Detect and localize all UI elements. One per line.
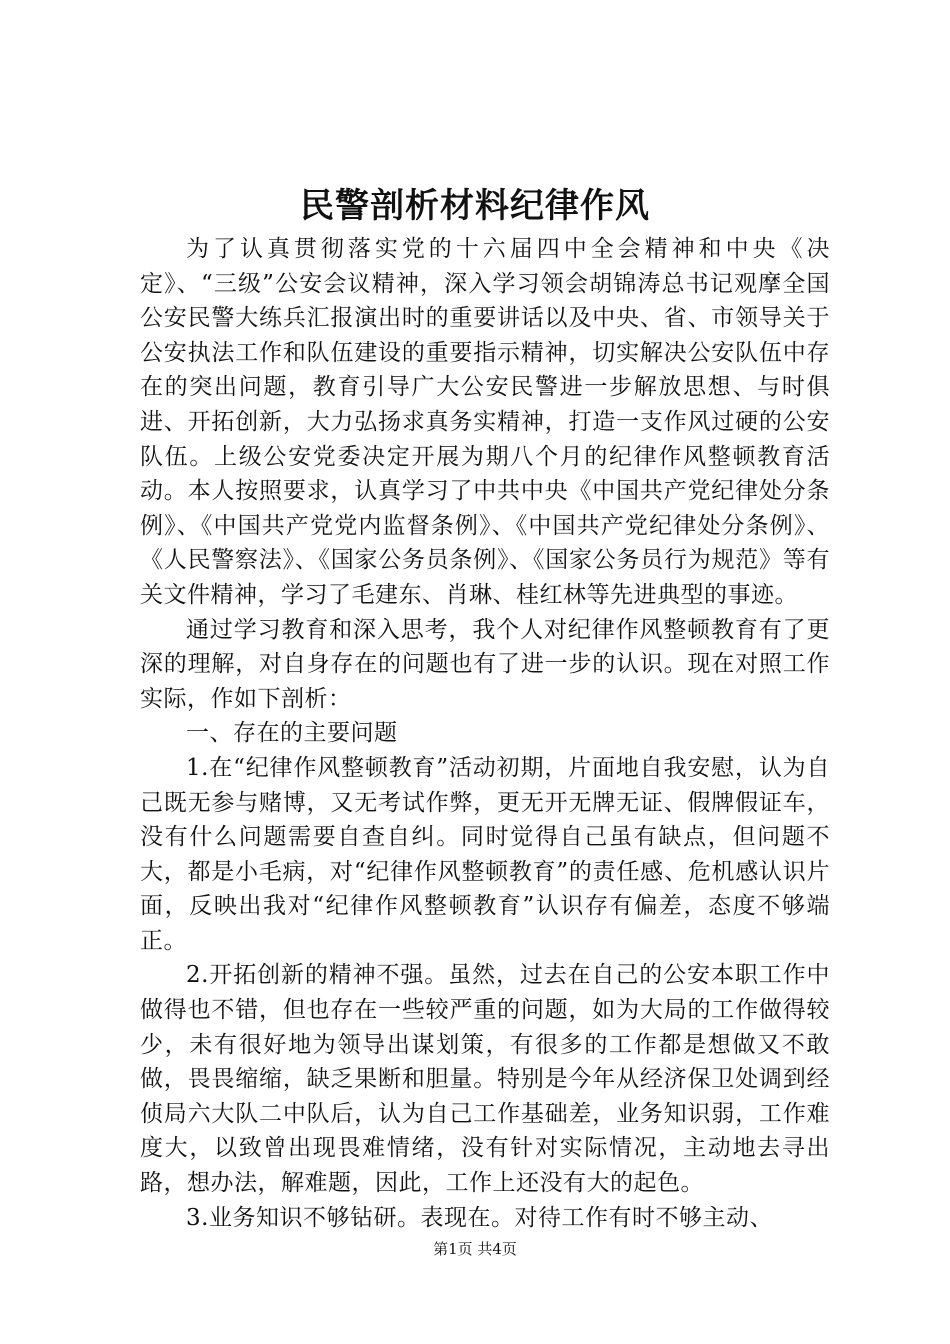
document-title: 民警剖析材料纪律作风 [300,186,650,226]
paragraph-intro: 为了认真贯彻落实党的十六届四中全会精神和中央《决定》、“三级”公安会议精神，深入学习领会胡锦涛总书记观摩全国公安民警大练兵汇报演出时的重要讲话以及中央、省、市领导关于公安执法工作和队伍建设的重要指示精神，切实解决公安队伍中存在的突出问题，教育引导广大公安民警进一步解放思想、与时俱进、开拓创新，大力弘扬求真务实精神，打造一支作风过硬的公安队伍。上级公安党委决定开展为期八个月的纪律作风整顿教育活动。本人按照要求，认真学习了中共中央《中国共产党纪律处分条例》、《中国共产党党内监督条例》、《中国共产党纪律处分条例》、《人民警察法》、《国家公务员条例》、《国家公务员行为规范》等有关文件精神，学习了毛建东、肖琳、桂红林等先进典型的事迹。 [140,236,830,608]
paragraph-reflection: 通过学习教育和深入思考，我个人对纪律作风整顿教育有了更深的理解，对自身存在的问题也有了进一步的认识。现在对照工作实际，作如下剖析： [140,616,830,712]
paragraph-problem-2: 2.开拓创新的精神不强。虽然，过去在自己的公安本职工作中做得也不错，但也存在一些较严重的问题，如为大局的工作做得较少，未有很好地为领导出谋划策，有很多的工作都是想做又不敢做，畏畏缩缩，缺乏果断和胆量。特别是今年从经济保卫处调到经侦局六大队二中队后，认为自己工作基础差，业务知识弱，工作难度大，以致曾出现畏难情绪，没有针对实际情况，主动地去寻出路，想办法，解难题，因此，工作上还没有大的起色。 [140,962,830,1197]
page-footer: 第1页 共4页 [433,1240,517,1258]
paragraph-problem-1: 1.在“纪律作风整顿教育”活动初期，片面地自我安慰，认为自己既无参与赌博，又无考试作弊，更无开无牌无证、假牌假证车，没有什么问题需要自查自纠。同时觉得自己虽有缺点，但问题不大，都是小毛病，对“纪律作风整顿教育”的责任感、危机感认识片面，反映出我对“纪律作风整顿教育”认识存有偏差，态度不够端正。 [140,754,830,954]
document-body [140,232,830,1235]
paragraph-problem-3: 3.业务知识不够钻研。表现在。对待工作有时不够主动、 [186,1204,773,1231]
section-heading-main-problems: 一、存在的主要问题 [186,720,398,747]
